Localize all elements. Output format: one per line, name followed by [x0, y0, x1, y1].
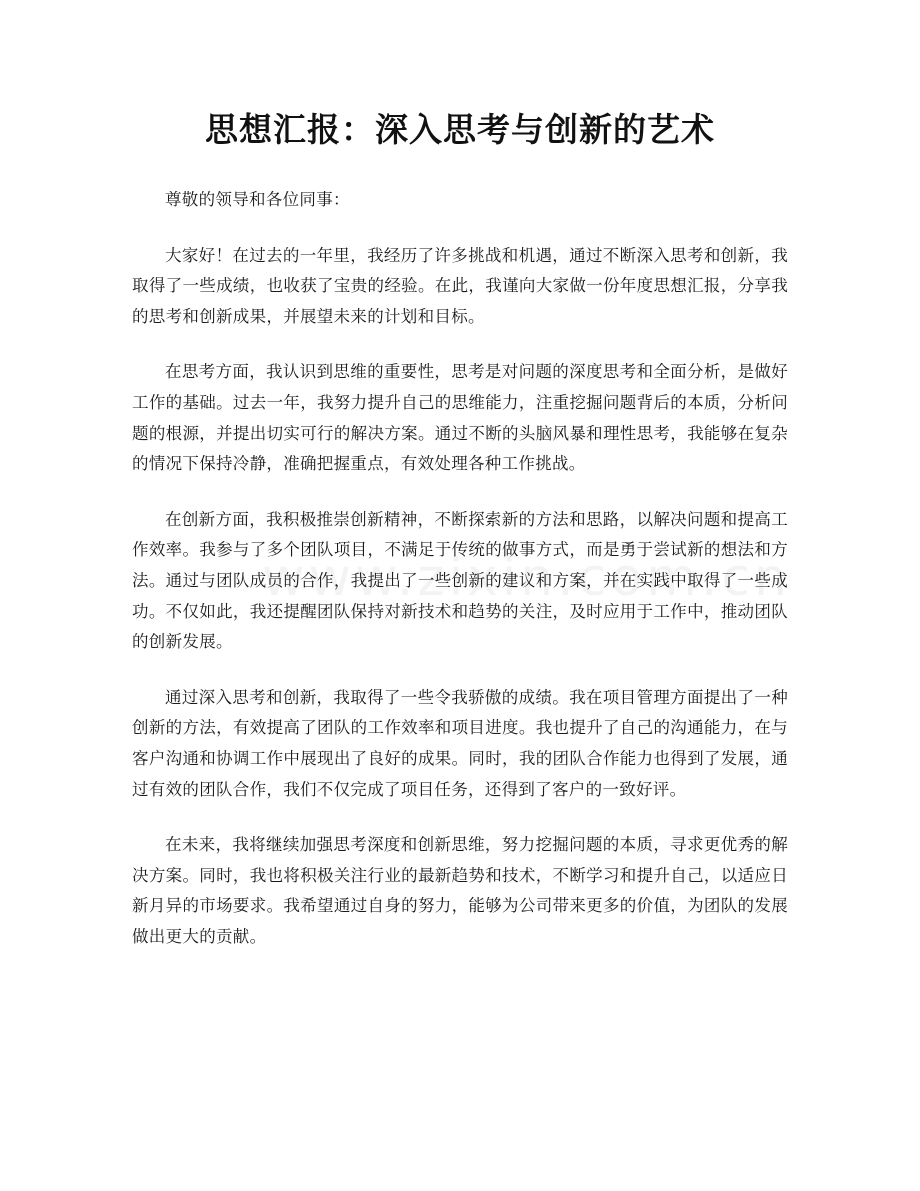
paragraph-5: 在未来，我将继续加强思考深度和创新思维，努力挖掘问题的本质，寻求更优秀的解决方案。同时，我也将积极关注行业的最新趋势和技术，不断学习和提升自己，以适应日新月异的市场要求。我希望通过自身的努力，能够为公司带来更多的价值，为团队的发展做出更大的贡献。: [132, 835, 788, 946]
paragraph-2: 在思考方面，我认识到思维的重要性，思考是对问题的深度思考和全面分析，是做好工作的基础。过去一年，我努力提升自己的思维能力，注重挖掘问题背后的本质，分析问题的根源，并提出切实可行的解决方案。通过不断的头脑风暴和理性思考，我能够在复杂的情况下保持冷静，准确把握重点，有效处理各种工作挑战。: [132, 362, 788, 474]
paragraph-4: 通过深入思考和创新，我取得了一些令我骄傲的成绩。我在项目管理方面提出了一种创新的方法，有效提高了团队的工作效率和项目进度。我也提升了自己的沟通能力，在与客户沟通和协调工作中展现出了良好的成果。同时，我的团队合作能力也得到了发展，通过有效的团队合作，我们不仅完成了项目任务，还得到了客户的一致好评。: [132, 687, 788, 799]
paragraph-1: 大家好！在过去的一年里，我经历了许多挑战和机遇，通过不断深入思考和创新，我取得了一些成绩，也收获了宝贵的经验。在此，我谨向大家做一份年度思想汇报，分享我的思考和创新成果，并展望未来的计划和目标。: [132, 245, 788, 326]
document-title: 思想汇报：深入思考与创新的艺术: [205, 110, 715, 149]
greeting: 尊敬的领导和各位同事：: [165, 190, 350, 209]
document-body: [132, 185, 788, 977]
paragraph-3: 在创新方面，我积极推崇创新精神，不断探索新的方法和思路，以解决问题和提高工作效率。我参与了多个团队项目，不满足于传统的做事方式，而是勇于尝试新的想法和方法。通过与团队成员的合作，我提出了一些创新的建议和方案，并在实践中取得了一些成功。不仅如此，我还提醒团队保持对新技术和趋势的关注，及时应用于工作中，推动团队的创新发展。: [132, 509, 788, 652]
